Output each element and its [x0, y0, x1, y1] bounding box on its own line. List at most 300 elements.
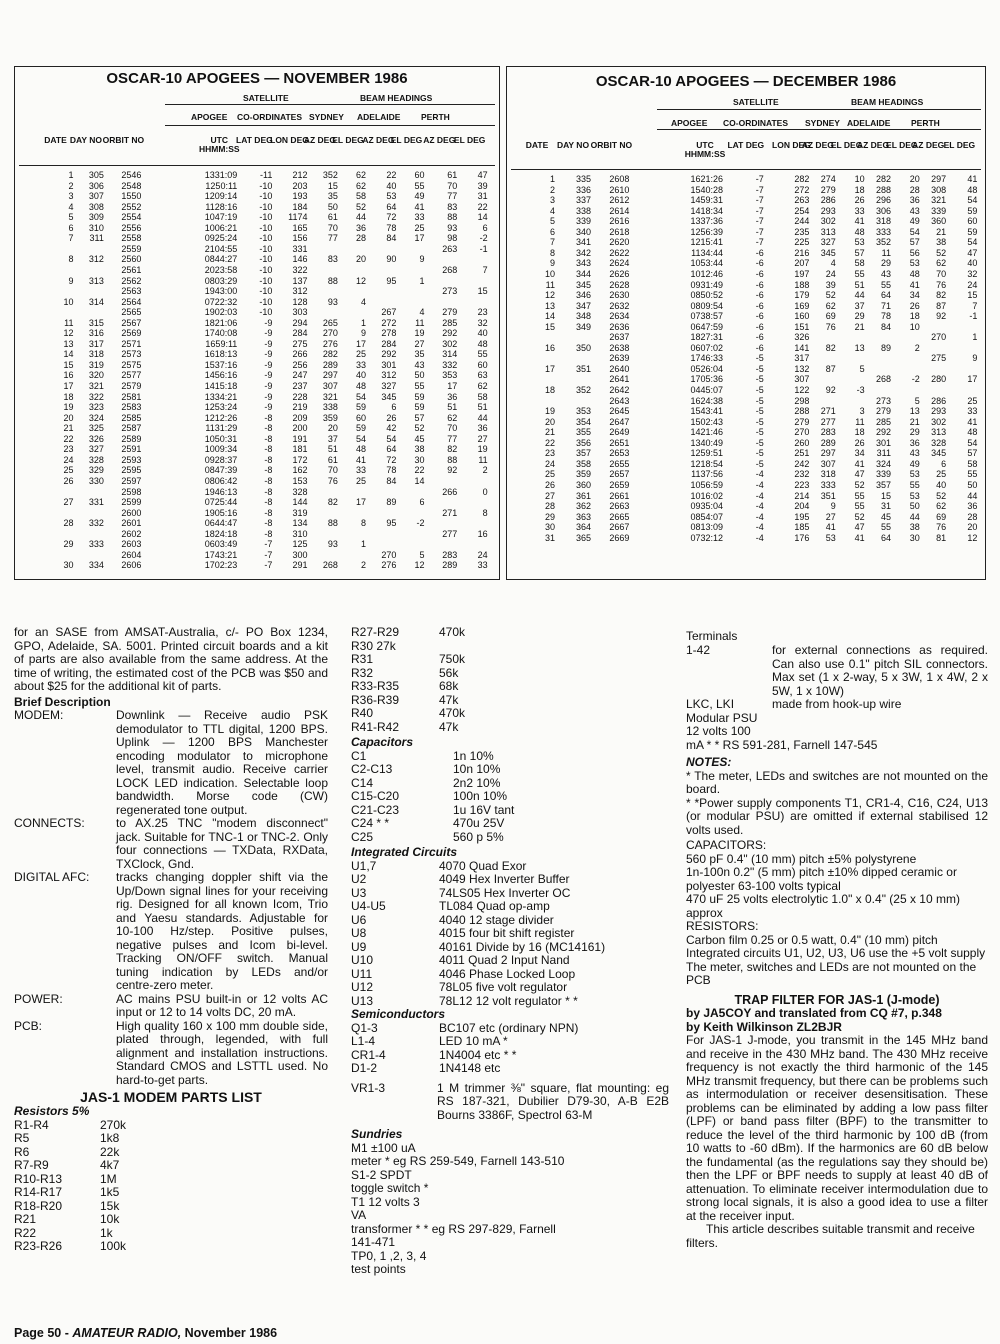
cell-orbit-no: 2655 — [609, 458, 630, 469]
cell-per-el: 7 — [972, 300, 978, 311]
cell-day-no: 344 — [575, 268, 591, 279]
cell-lat: -4 — [755, 511, 764, 522]
cell-orbit-no: 2620 — [609, 237, 630, 248]
cell-adl-az: 95 — [386, 275, 397, 286]
cell-adl-el: 50 — [414, 370, 425, 381]
page-footer — [14, 1326, 277, 1340]
cell-day-no: 330 — [88, 475, 104, 486]
item-value: 1N4004 etc * * — [439, 1047, 517, 1062]
cell-lon: 207 — [794, 258, 810, 269]
cell-lat: -10 — [259, 307, 273, 318]
cell-syd-el: 25 — [355, 349, 366, 360]
item-value: 4015 four bit shift register — [439, 926, 575, 940]
text-line: meter * eg RS 259-549, Farnell 143-510 — [351, 1154, 565, 1168]
cell-syd-el: 36 — [355, 222, 366, 233]
cell-lon: 165 — [292, 222, 308, 233]
cell-date: 3 — [68, 191, 74, 202]
cell-per-el: 51 — [477, 402, 488, 413]
cell-lat: -6 — [755, 279, 764, 290]
cell-adl-el: 55 — [414, 381, 425, 391]
cell-lon: 156 — [292, 233, 308, 244]
column-header-orbit-no: ORBIT NO — [102, 135, 145, 145]
text-line: mA * * RS 591-281, Farnell 147-545 — [686, 737, 878, 752]
item-key: R18-R20 — [14, 1198, 63, 1213]
item-key: C21-C23 — [351, 802, 400, 817]
cell-lat: -4 — [755, 479, 764, 490]
cell-orbit-no: 2651 — [609, 437, 630, 448]
list-item — [14, 709, 328, 817]
cell-adl-az: 352 — [875, 237, 891, 248]
cell-date: 7 — [549, 237, 555, 248]
cell-adl-az: 318 — [875, 216, 891, 227]
cell-per-az: 51 — [447, 402, 458, 413]
column-header-per-el: EL DEG — [453, 135, 486, 145]
cell-lat: -9 — [264, 349, 273, 360]
cell-lon: 326 — [794, 332, 810, 343]
cell-syd-az: 93 — [327, 539, 338, 550]
cell-per-az: 328 — [931, 437, 947, 448]
item-value: 10n 10% — [453, 762, 501, 776]
cell-per-el: 24 — [967, 279, 978, 290]
cell-date: 20 — [63, 412, 74, 423]
cell-lat: -8 — [264, 528, 273, 539]
cell-per-el: 25 — [967, 395, 978, 406]
cell-utc: 1415:18 — [204, 381, 238, 391]
item-key: R40 — [351, 706, 374, 720]
cell-orbit-no: 2628 — [609, 279, 630, 290]
cell-per-az: 92 — [936, 311, 947, 322]
cell-day-no: 364 — [575, 522, 591, 533]
cell-date: 8 — [549, 247, 555, 258]
cell-syd-el: 18 — [854, 184, 865, 195]
cell-lat: -6 — [755, 247, 764, 258]
item-key: U10 — [351, 953, 374, 967]
cell-syd-az: 318 — [820, 469, 836, 480]
cell-orbit-no: 1550 — [121, 191, 142, 202]
cell-lat: -7 — [755, 216, 764, 227]
cell-syd-az: 77 — [327, 233, 338, 244]
cell-day-no: 309 — [88, 212, 104, 223]
item-value: 1N4148 etc — [439, 1061, 501, 1075]
cell-lat: -4 — [755, 469, 764, 480]
cell-orbit-no: 2583 — [121, 402, 142, 413]
cell-utc: 1902:03 — [204, 307, 238, 318]
item-key: R32 — [351, 665, 374, 680]
cell-lon: 176 — [794, 532, 810, 543]
item-value: 22k — [100, 1144, 120, 1159]
cell-syd-el: 13 — [854, 342, 865, 353]
cell-adl-az: 292 — [381, 349, 397, 360]
list-item — [14, 1213, 328, 1227]
cell-per-az: 321 — [931, 195, 947, 206]
cell-adl-el: 53 — [909, 258, 920, 269]
cell-syd-el: 54 — [355, 433, 366, 444]
cell-per-el: 1 — [972, 332, 978, 343]
cell-adl-az: 278 — [381, 328, 397, 339]
cell-utc: 0813:09 — [690, 522, 723, 533]
column-header-per-el: EL DEG — [943, 140, 976, 150]
cell-lon: 331 — [292, 243, 308, 254]
cell-lon: 132 — [794, 363, 810, 374]
sydney-label: SYDNEY — [805, 118, 840, 128]
cell-date: 14 — [63, 349, 74, 360]
cell-date: 5 — [68, 212, 74, 223]
cell-per-el: 2 — [482, 465, 488, 476]
cell-lat: -5 — [755, 406, 764, 417]
cell-utc: 1702:23 — [204, 560, 238, 571]
list-item — [14, 1200, 328, 1214]
cell-per-az: 38 — [936, 237, 947, 248]
beam-headings-group-label: BEAM HEADINGS — [851, 97, 924, 107]
column-header-syd-el: EL DEG — [830, 140, 863, 150]
cell-orbit-no: 2669 — [609, 532, 630, 543]
cell-lon: 251 — [794, 448, 810, 459]
cell-per-el: 33 — [967, 406, 978, 417]
cell-adl-az: 54 — [386, 433, 397, 444]
cell-syd-az: 35 — [327, 191, 338, 202]
cell-lon: 244 — [794, 216, 810, 227]
item-value: 10k — [100, 1212, 120, 1226]
cell-orbit-no: 2573 — [121, 349, 142, 360]
cell-orbit-no: 2593 — [121, 454, 142, 465]
cell-date: 15 — [544, 321, 555, 332]
cell-date: 9 — [68, 275, 74, 286]
cell-utc: 1209:14 — [204, 191, 238, 202]
cell-syd-az: 20 — [327, 423, 338, 434]
cell-lat: -4 — [755, 490, 764, 501]
cell-date: 24 — [544, 458, 555, 469]
cell-per-az: 273 — [442, 286, 458, 297]
cell-syd-az: 15 — [327, 180, 338, 191]
cell-lat: -10 — [259, 201, 273, 212]
vr-item — [351, 1082, 669, 1123]
cell-per-el: 54 — [967, 195, 978, 206]
cell-day-no: 357 — [575, 448, 591, 459]
cell-per-el: 54 — [967, 437, 978, 448]
cell-date: 16 — [544, 342, 555, 353]
cell-adl-el: 43 — [909, 448, 920, 459]
cell-orbit-no: 2659 — [609, 479, 630, 490]
terminals-item — [686, 630, 988, 698]
december-table — [506, 66, 986, 580]
cell-orbit-no: 2563 — [121, 286, 142, 297]
cell-syd-az: 283 — [820, 427, 836, 438]
cell-lat: -10 — [259, 222, 273, 233]
list-item — [14, 871, 328, 993]
list-item — [351, 750, 669, 764]
cell-lon: 282 — [794, 174, 810, 184]
cell-per-az: 62 — [936, 501, 947, 512]
item-key: MODEM: — [14, 708, 64, 722]
cell-date: 12 — [544, 290, 555, 301]
lkc-value: made from hook-up wire — [772, 697, 902, 711]
cell-orbit-no: 2564 — [121, 296, 142, 307]
satellite-group-label: SATELLITE — [243, 93, 289, 103]
cell-adl-el: 38 — [909, 522, 920, 533]
cell-adl-az: 78 — [386, 465, 397, 476]
cell-adl-el: 5 — [914, 395, 920, 406]
list-item — [14, 817, 328, 871]
cell-date: 8 — [68, 254, 74, 265]
text-line: * The meter, LEDs and switches are not mounted on the board. — [686, 768, 988, 796]
cell-adl-az: 53 — [386, 191, 397, 202]
cell-lon: 319 — [292, 507, 308, 518]
cell-adl-el: 41 — [909, 279, 920, 290]
text-line: Carbon film 0.25 or 0.5 watt, 0.4" (10 mm) pitch — [686, 932, 938, 947]
cell-date: 29 — [544, 511, 555, 522]
item-key: R31 — [351, 652, 374, 666]
cell-adl-el: 44 — [909, 511, 920, 522]
column-header-syd-az: AZ DEG — [303, 135, 336, 145]
item-key: R21 — [14, 1212, 37, 1226]
cell-syd-az: 52 — [825, 290, 836, 301]
item-key: DIGITAL AFC: — [14, 870, 90, 884]
cell-utc: 0732:12 — [690, 532, 723, 543]
cell-adl-az: 312 — [381, 370, 397, 381]
cell-syd-el: 62 — [355, 180, 366, 191]
cell-date: 19 — [544, 406, 555, 417]
cell-per-el: 15 — [477, 286, 488, 297]
cell-syd-el: 17 — [355, 497, 366, 508]
cell-syd-el: 55 — [854, 268, 865, 279]
cell-adl-az: 84 — [386, 233, 397, 244]
cell-orbit-no: 2585 — [121, 412, 142, 423]
cell-day-no: 337 — [575, 195, 591, 206]
cell-orbit-no: 2571 — [121, 338, 142, 349]
cell-syd-az: 92 — [825, 385, 836, 395]
cell-orbit-no: 2639 — [609, 353, 630, 364]
cell-orbit-no: 2600 — [121, 507, 142, 518]
cell-date: 10 — [63, 296, 74, 307]
cell-per-az: 339 — [931, 205, 947, 216]
cell-date: 14 — [544, 311, 555, 322]
cell-date: 9 — [549, 258, 555, 269]
cell-utc: 1056:59 — [690, 479, 723, 490]
cell-orbit-no: 2622 — [609, 247, 630, 258]
cell-adl-el: 1 — [419, 275, 425, 286]
cell-orbit-no: 2643 — [609, 395, 630, 406]
cell-orbit-no: 2645 — [609, 406, 630, 417]
cell-syd-el: 41 — [854, 458, 865, 469]
cell-orbit-no: 2599 — [121, 497, 142, 508]
cell-per-el: 55 — [967, 469, 978, 480]
cell-orbit-no: 2558 — [121, 233, 142, 244]
cell-syd-az: 9 — [830, 501, 836, 512]
cell-utc: 1659:11 — [205, 338, 238, 349]
cell-syd-az: 82 — [327, 497, 338, 508]
cell-lat: -6 — [755, 268, 764, 279]
cell-syd-az: 82 — [825, 342, 836, 353]
cell-syd-az: 69 — [825, 311, 836, 322]
cell-day-no: 325 — [88, 423, 104, 434]
cell-day-no: 360 — [575, 479, 591, 490]
cell-per-az: 62 — [447, 412, 458, 423]
cell-date: 1 — [68, 170, 74, 180]
cell-day-no: 317 — [88, 338, 104, 349]
cell-utc: 1418:34 — [690, 205, 723, 216]
cell-lat: -8 — [264, 412, 273, 423]
cell-lat: -5 — [755, 385, 764, 395]
item-value: 47k — [439, 719, 459, 734]
cell-utc: 1905:16 — [204, 507, 238, 518]
cell-day-no: 311 — [89, 233, 104, 244]
cell-orbit-no: 2595 — [121, 465, 142, 476]
cell-date: 29 — [63, 539, 74, 550]
header-divider — [657, 109, 981, 110]
item-value: 2n2 10% — [453, 775, 501, 790]
cell-lat: -9 — [264, 381, 273, 391]
cell-syd-az: 27 — [825, 511, 836, 522]
item-value: 100k — [100, 1239, 127, 1253]
cell-utc: 0844:27 — [204, 254, 238, 265]
cell-utc: 1218:54 — [690, 458, 723, 469]
cell-lat: -10 — [259, 264, 273, 275]
cell-lon: 185 — [794, 522, 810, 533]
item-key: U3 — [351, 885, 367, 900]
brief-description-heading: Brief Description — [14, 694, 111, 709]
cell-adl-el: 49 — [414, 191, 425, 202]
item-value: 4049 Hex Inverter Buffer — [439, 872, 570, 886]
cell-lat: -5 — [755, 427, 764, 438]
cell-lat: -7 — [264, 539, 273, 550]
list-item — [351, 804, 669, 818]
cell-lat: -8 — [264, 444, 273, 455]
cell-orbit-no: 2624 — [609, 258, 630, 269]
cell-utc: 1459:31 — [690, 195, 723, 206]
cell-utc: 1053:44 — [690, 258, 723, 269]
item-value: to AX.25 TNC "modem disconnect" jack. Suitable for TNC-1 or TNC-2. Only four connections — TXData, RXData, TXClock, Gnd. — [116, 816, 328, 871]
cell-per-az: 302 — [931, 416, 947, 427]
cell-utc: 1212:26 — [204, 412, 238, 423]
cell-utc: 1624:38 — [690, 395, 723, 406]
cell-lon: 200 — [292, 423, 308, 434]
cell-adl-el: 43 — [909, 205, 920, 216]
apogee-label: APOGEE — [671, 118, 708, 128]
list-item — [351, 817, 669, 831]
cell-per-az: 87 — [936, 300, 947, 311]
cell-adl-az: 279 — [875, 406, 891, 417]
cell-utc: 1537:16 — [204, 359, 238, 370]
cell-lat: -6 — [755, 290, 764, 301]
cell-adl-az: 22 — [386, 170, 397, 180]
cell-syd-el: 1 — [360, 317, 366, 328]
list-item — [351, 653, 669, 667]
cell-adl-az: 15 — [880, 490, 891, 501]
cell-per-az: 25 — [936, 469, 947, 480]
cell-per-el: 47 — [967, 247, 978, 258]
cell-day-no: 320 — [88, 370, 104, 381]
cell-lon: 191 — [292, 433, 308, 444]
item-value: 1n 10% — [453, 748, 494, 763]
cell-day-no: 353 — [575, 406, 591, 417]
cell-lon: 141 — [794, 342, 810, 353]
cell-per-az: 271 — [442, 507, 458, 518]
cell-lon: 209 — [292, 412, 308, 423]
item-value: 470u 25V — [453, 816, 505, 830]
cell-date: 11 — [64, 317, 74, 328]
cell-adl-az: 29 — [880, 258, 891, 269]
list-item — [351, 887, 669, 901]
cell-day-no: 308 — [88, 201, 104, 212]
cell-orbit-no: 2556 — [121, 222, 142, 233]
cell-utc: 0931:49 — [690, 279, 723, 290]
cell-lon: 203 — [292, 180, 308, 191]
cell-syd-az: 274 — [820, 174, 836, 184]
cell-utc: 1334:21 — [204, 391, 238, 402]
cell-day-no: 334 — [88, 560, 104, 571]
cell-orbit-no: 2657 — [609, 469, 630, 480]
cell-utc: 1456:16 — [204, 370, 238, 381]
cell-syd-el: 52 — [854, 479, 865, 490]
cell-per-az: 345 — [931, 448, 947, 459]
cell-per-el: 32 — [967, 268, 978, 279]
cell-syd-el: 5 — [859, 363, 865, 374]
cell-day-no: 343 — [575, 258, 591, 269]
cell-per-az: 360 — [931, 216, 947, 227]
cell-day-no: 342 — [575, 247, 591, 258]
cell-utc: 1050:31 — [204, 433, 238, 444]
cell-day-no: 310 — [88, 222, 104, 233]
trap-filter-title: TRAP FILTER FOR JAS-1 (J-mode) — [734, 992, 940, 1007]
cell-syd-az: 289 — [322, 359, 338, 370]
cell-syd-el: 41 — [355, 454, 366, 465]
cell-syd-az: 61 — [327, 454, 338, 465]
cell-syd-az: 88 — [327, 518, 338, 529]
cell-orbit-no: 2575 — [121, 359, 142, 370]
cell-adl-az: 268 — [875, 374, 891, 385]
list-item — [351, 640, 669, 654]
cell-day-no: 352 — [575, 385, 591, 395]
cell-lat: -9 — [264, 317, 273, 328]
cell-utc: 1012:46 — [690, 268, 723, 279]
cell-date: 7 — [68, 233, 74, 244]
text-line: Integrated circuits U1, U2, U3, U6 use the +5 volt supply — [686, 946, 986, 960]
cell-lon: 279 — [794, 416, 810, 427]
item-key: C14 — [351, 775, 374, 790]
cell-lon: 184 — [292, 201, 308, 212]
cell-day-no: 322 — [88, 391, 104, 402]
cell-adl-az: 71 — [880, 300, 891, 311]
cell-lon: 322 — [292, 264, 308, 275]
cell-utc: 1540:28 — [690, 184, 723, 195]
cell-syd-az: 51 — [327, 444, 338, 455]
cell-lat: -8 — [264, 465, 273, 476]
cell-adl-az: 273 — [875, 395, 891, 406]
header-divider — [657, 129, 981, 130]
cell-per-el: 50 — [967, 479, 978, 490]
cell-day-no: 358 — [575, 458, 591, 469]
cell-adl-az: 282 — [875, 174, 891, 184]
cell-syd-el: 17 — [355, 338, 366, 349]
cell-per-el: 58 — [967, 458, 978, 469]
cell-per-az: 263 — [442, 243, 458, 254]
cell-orbit-no: 2603 — [121, 539, 142, 550]
item-key: U1,7 — [351, 858, 377, 873]
footer-magazine: AMATEUR RADIO, — [72, 1326, 182, 1340]
cell-syd-el: 20 — [355, 254, 366, 265]
item-value: 750k — [439, 652, 466, 666]
cell-adl-el: 11 — [415, 317, 425, 328]
cell-utc: 0925:24 — [204, 233, 238, 244]
text-line: * *Power supply components T1, CR1-4, C16, C24, U13 (or modular PSU) are omitted if external stabilised 12 volts used. — [686, 795, 988, 837]
cell-lat: -10 — [259, 233, 273, 244]
list-item — [14, 1132, 328, 1146]
header-rule — [19, 165, 495, 166]
cell-syd-el: 41 — [854, 532, 865, 543]
cell-adl-el: 36 — [909, 437, 920, 448]
cell-syd-az: 41 — [825, 522, 836, 533]
perth-label: PERTH — [911, 118, 940, 128]
